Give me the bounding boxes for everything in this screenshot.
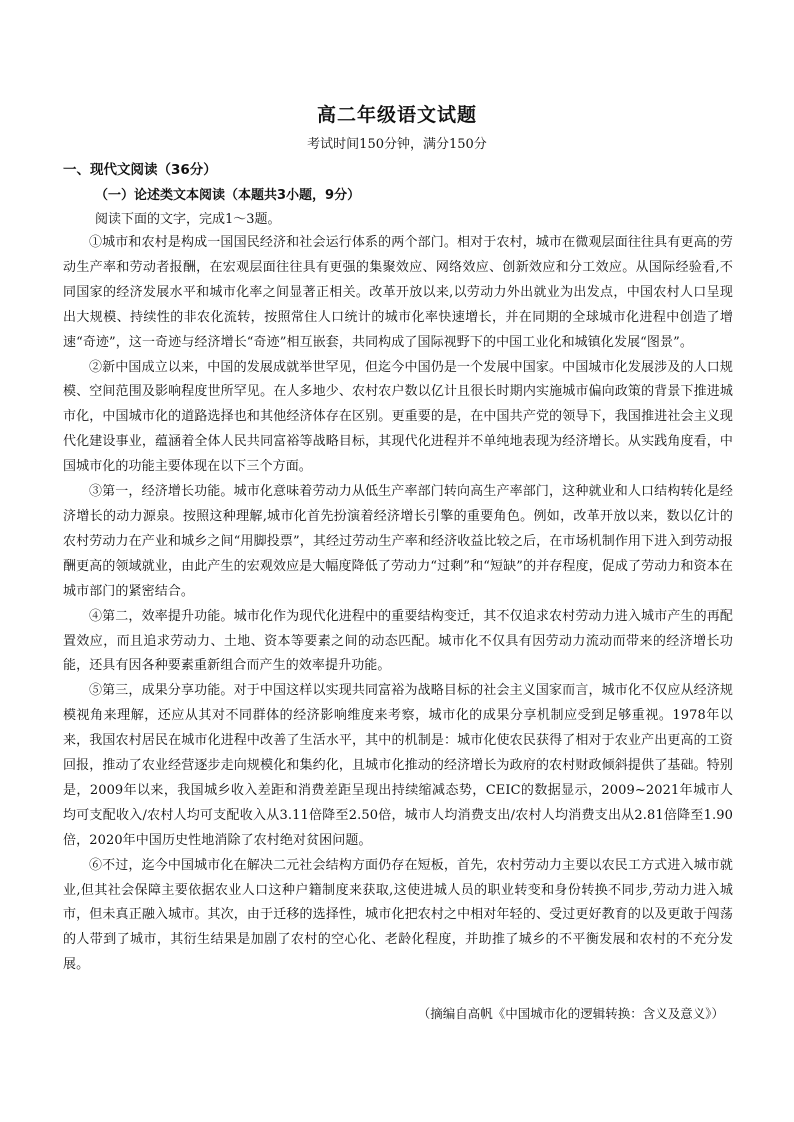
paragraph-6: ⑥不过，迄今中国城市化在解决二元社会结构方面仍存在短板，首先，农村劳动力主要以农民工方式进入城市就业,但其社会保障主要依据农业人口这种户籍制度来获取,这使进城人员的职业转变和身份转换不同步,劳动力进入城市，但未真正融入城市。其次，由于迁移的选择性，城市化把农村之中相对年轻的、受过更好教育的以及更敢于闯荡的人带到了城市，其衍生结果是加剧了农村的空心化、老龄化程度，并助推了城乡的不平衡发展和农村的不充分发展。 [63, 857, 733, 973]
passage-source: （摘编自高帆《中国城市化的逻辑转换：含义及意义》） [417, 1006, 724, 1021]
paragraph-3: ③第一，经济增长功能。城市化意味着劳动力从低生产率部门转向高生产率部门，这种就业和人口结构转化是经济增长的动力源泉。按照这种理解,城市化首先扮演着经济增长引擎的重要角色。例如，改革开放以来，数以亿计的农村劳动力在产业和城乡之间“用脚投票”，其经过劳动生产率和经济收益比较之后，在市场机制作用下进入到劳动报酬更高的领域就业，由此产生的宏观效应是大幅度降低了劳动力“过剩”和“短缺”的并存程度，促成了劳动力和资本在城市部门的紧密结合。 [63, 484, 733, 599]
passage-body [63, 231, 733, 978]
section-heading: 一、现代文阅读（36分） [63, 162, 217, 178]
exam-time-info: 考试时间150分钟，满分150分 [307, 137, 487, 152]
paragraph-1: ①城市和农村是构成一国国民经济和社会运行体系的两个部门。相对于农村，城市在微观层面往往具有更高的劳动生产率和劳动者报酬，在宏观层面往往具有更强的集聚效应、网络效应、创新效应和分工效应。从国际经验看,不同国家的经济发展水平和城市化率之间显著正相关。改革开放以来,以劳动力外出就业为出发点，中国农村人口呈现出大规模、持续性的非农化流转，按照常住人口统计的城市化率快速增长，并在同期的全球城市化进程中创造了增速“奇迹”，这一奇迹与经济增长“奇迹”相互嵌套，共同构成了国际视野下的中国工业化和城镇化发展“图景”。 [63, 235, 733, 350]
exam-title: 高二年级语文试题 [316, 104, 477, 126]
reading-instruction: 阅读下面的文字，完成1～3题。 [95, 212, 281, 227]
paragraph-4: ④第二，效率提升功能。城市化作为现代化进程中的重要结构变迁，其不仅追求农村劳动力进入城市产生的再配置效应，而且追求劳动力、土地、资本等要素之间的动态匹配。城市化不仅具有因劳动力流动而带来的经济增长功能，还具有因各种要素重新组合而产生的效率提升功能。 [63, 608, 733, 674]
subsection-heading: （一）论述类文本阅读（本题共3小题，9分） [95, 188, 361, 203]
paragraph-2: ②新中国成立以来，中国的发展成就举世罕见，但迄今中国仍是一个发展中国家。中国城市化发展涉及的人口规模、空间范围及影响程度世所罕见。在人多地少、农村农户数以亿计且很长时期内实施城市偏向政策的背景下推进城市化，中国城市化的道路选择也和其他经济体存在区别。更重要的是，在中国共产党的领导下，我国推进社会主义现代化建设事业，蕴涵着全体人民共同富裕等战略目标，其现代化进程并不单纯地表现为经济增长。从实践角度看，中国城市化的功能主要体现在以下三个方面。 [63, 359, 733, 475]
paragraph-5: ⑤第三，成果分享功能。对于中国这样以实现共同富裕为战略目标的社会主义国家而言，城市化不仅应从经济规模视角来理解，还应从其对不同群体的经济影响维度来考察，城市化的成果分享机制应受到足够重视。1978年以来，我国农村居民在城市化进程中改善了生活水平，其中的机制是：城市化使农民获得了相对于农业产出更高的工资回报，推动了农业经营逐步走向规模化和集约化，且城市化推动的经济增长为政府的农村财政倾斜提供了基础。特别是，2009年以来，我国城乡收入差距和消费差距呈现出持续缩减态势，CEIC的数据显示，2009~2021年城市人均可支配收入/农村人均可支配收入从3.11倍降至2.50倍，城市人均消费支出/农村人均消费支出从2.81倍降至1.90倍，2020年中国历史性地消除了农村绝对贫困问题。 [63, 683, 733, 848]
